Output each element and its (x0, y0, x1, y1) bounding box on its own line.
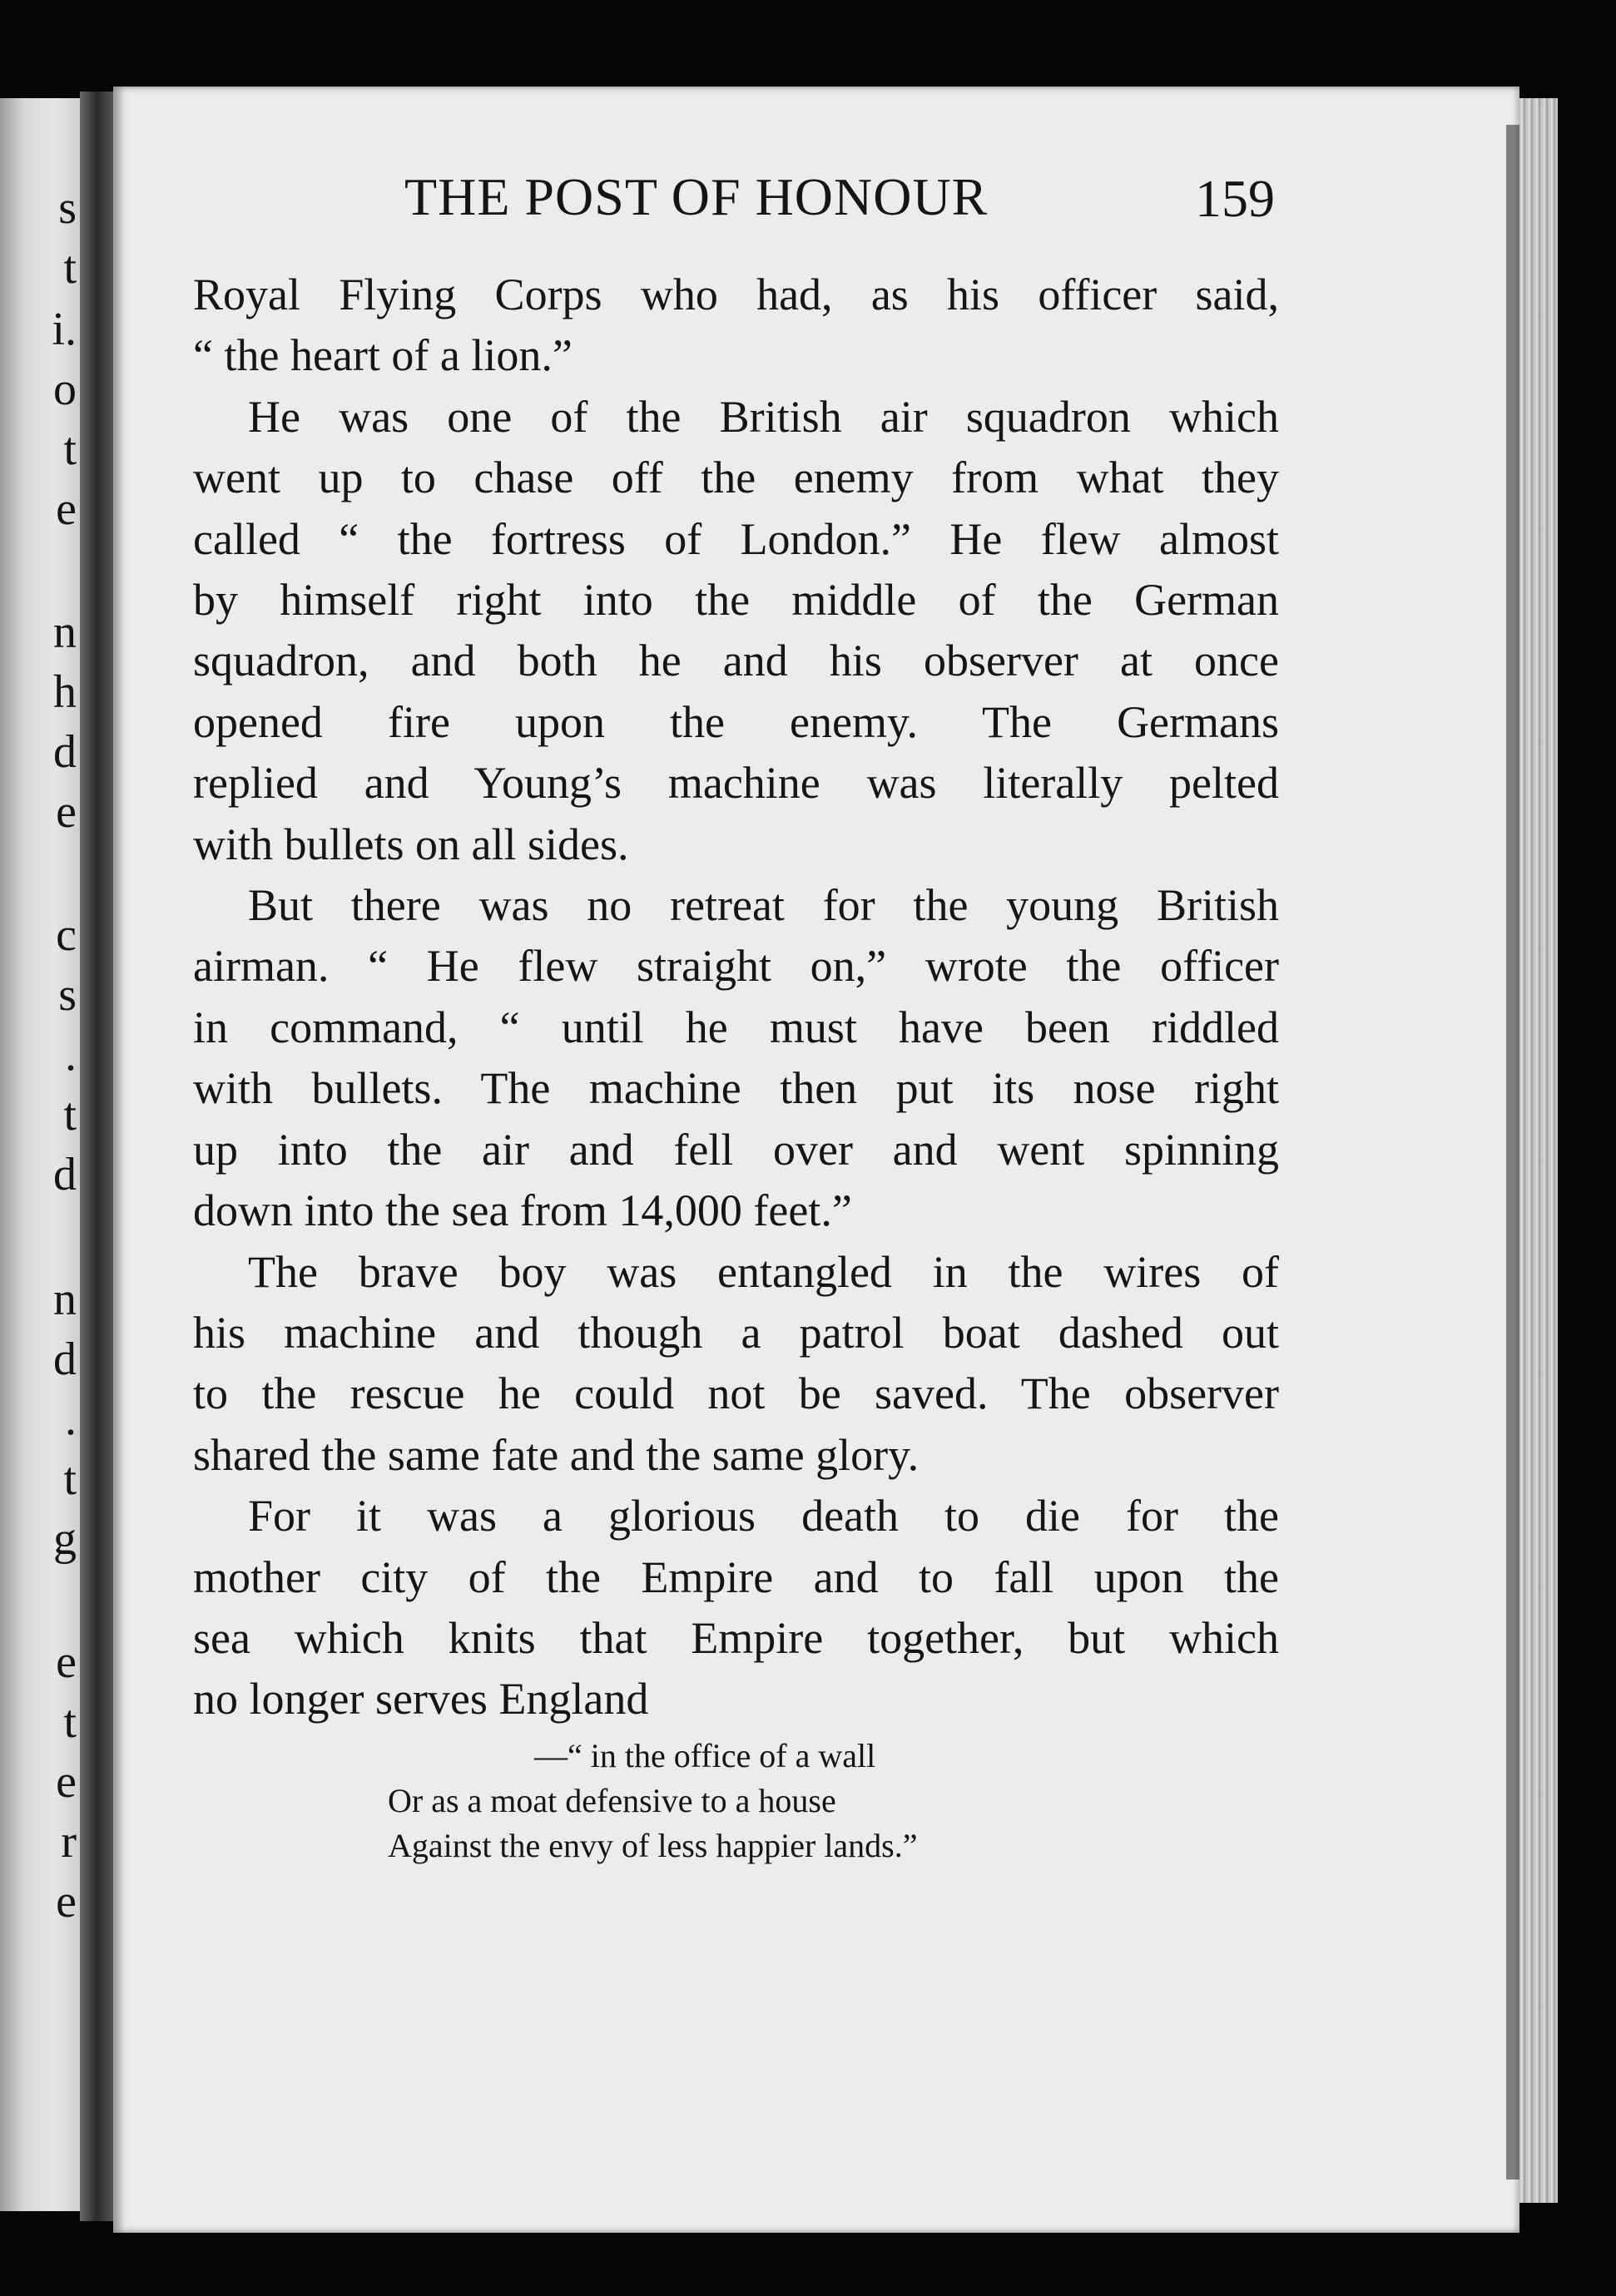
previous-page-letter: g (53, 1513, 77, 1565)
text-line: The brave boy was entangled in the wires of (248, 1246, 1279, 1297)
paragraph (193, 387, 1279, 875)
previous-page-fragment (0, 98, 80, 2211)
quote-line: —“ in the office of a wall (534, 1737, 876, 1774)
page-number: 159 (1195, 169, 1275, 228)
previous-page-letter: t (63, 242, 77, 294)
previous-page-letter: . (65, 1029, 77, 1081)
previous-page-letter: r (61, 1816, 77, 1868)
paragraph (193, 875, 1279, 1241)
previous-page-letter: d (53, 726, 77, 778)
previous-page-letter: t (63, 1089, 77, 1141)
text-line: He was one of the British air squadron which (248, 391, 1279, 442)
previous-page-letter: e (56, 1756, 77, 1808)
text-line: his machine and though a patrol boat dashed out (193, 1307, 1279, 1358)
previous-page-letter: e (56, 786, 77, 838)
book-gutter (80, 92, 113, 2221)
previous-page-letter: s (58, 182, 77, 234)
text-line: shared the same fate and the same glory. (193, 1429, 920, 1480)
previous-page-letter: h (53, 666, 77, 718)
text-line: called “ the fortress of London.” He flew almost (193, 513, 1279, 564)
paragraph (193, 265, 1279, 387)
previous-page-letter: e (56, 483, 77, 535)
text-line: by himself right into the middle of the German (193, 575, 1279, 626)
previous-page-letter: o (53, 364, 77, 415)
running-head: THE POST OF HONOUR (404, 167, 989, 226)
body-text (193, 265, 1279, 1730)
previous-page-letter: . (65, 1393, 77, 1445)
paragraph (193, 1242, 1279, 1487)
previous-page-letter: d (53, 1149, 77, 1200)
previous-page-letter: e (56, 1636, 77, 1688)
text-line: For it was a glorious death to die for the (248, 1491, 1279, 1541)
text-line: to the rescue he could not be saved. The observer (193, 1368, 1279, 1419)
text-line: went up to chase off the enemy from what they (193, 453, 1279, 503)
text-line: sea which knits that Empire together, but which (193, 1612, 1279, 1663)
previous-page-letter: t (63, 423, 77, 475)
previous-page-letter: i. (52, 304, 77, 355)
previous-page-letter: n (53, 1274, 77, 1325)
text-line: opened fire upon the enemy. The Germans (193, 696, 1279, 747)
text-line: airman. “ He flew straight on,” wrote the officer (193, 941, 1279, 992)
text-line: with bullets on all sides. (193, 819, 629, 869)
text-line: But there was no retreat for the young British (248, 880, 1279, 931)
text-line: with bullets. The machine then put its nose right (193, 1063, 1279, 1114)
text-line: squadron, and both he and his observer at once (193, 636, 1279, 686)
text-line: mother city of the Empire and to fall upon the (193, 1551, 1279, 1602)
previous-page-letter: d (53, 1334, 77, 1385)
paragraph (193, 1486, 1279, 1730)
quote-line: Or as a moat defensive to a house (388, 1782, 836, 1819)
page-stack-edge (1519, 98, 1558, 2203)
text-line: no longer serves England (193, 1674, 649, 1724)
previous-page-letter: s (58, 969, 77, 1021)
text-line: up into the air and fell over and went spinning (193, 1124, 1279, 1175)
text-line: in command, “ until he must have been riddled (193, 1002, 1279, 1052)
text-line: replied and Young’s machine was literally pelted (193, 758, 1279, 809)
page-header (113, 166, 1519, 241)
book-page (113, 87, 1519, 2233)
text-line: Royal Flying Corps who had, as his officer said, (193, 270, 1279, 319)
previous-page-letter: t (63, 1453, 77, 1505)
text-line: down into the sea from 14,000 feet.” (193, 1185, 852, 1236)
previous-page-letter: n (53, 606, 77, 658)
previous-page-letter: c (56, 909, 77, 961)
verse-quotation (388, 1734, 1137, 1868)
quote-line: Against the envy of less happier lands.” (388, 1827, 918, 1864)
text-line: “ the heart of a lion.” (193, 330, 573, 381)
previous-page-letter: e (56, 1876, 77, 1927)
previous-page-letter: t (63, 1696, 77, 1748)
